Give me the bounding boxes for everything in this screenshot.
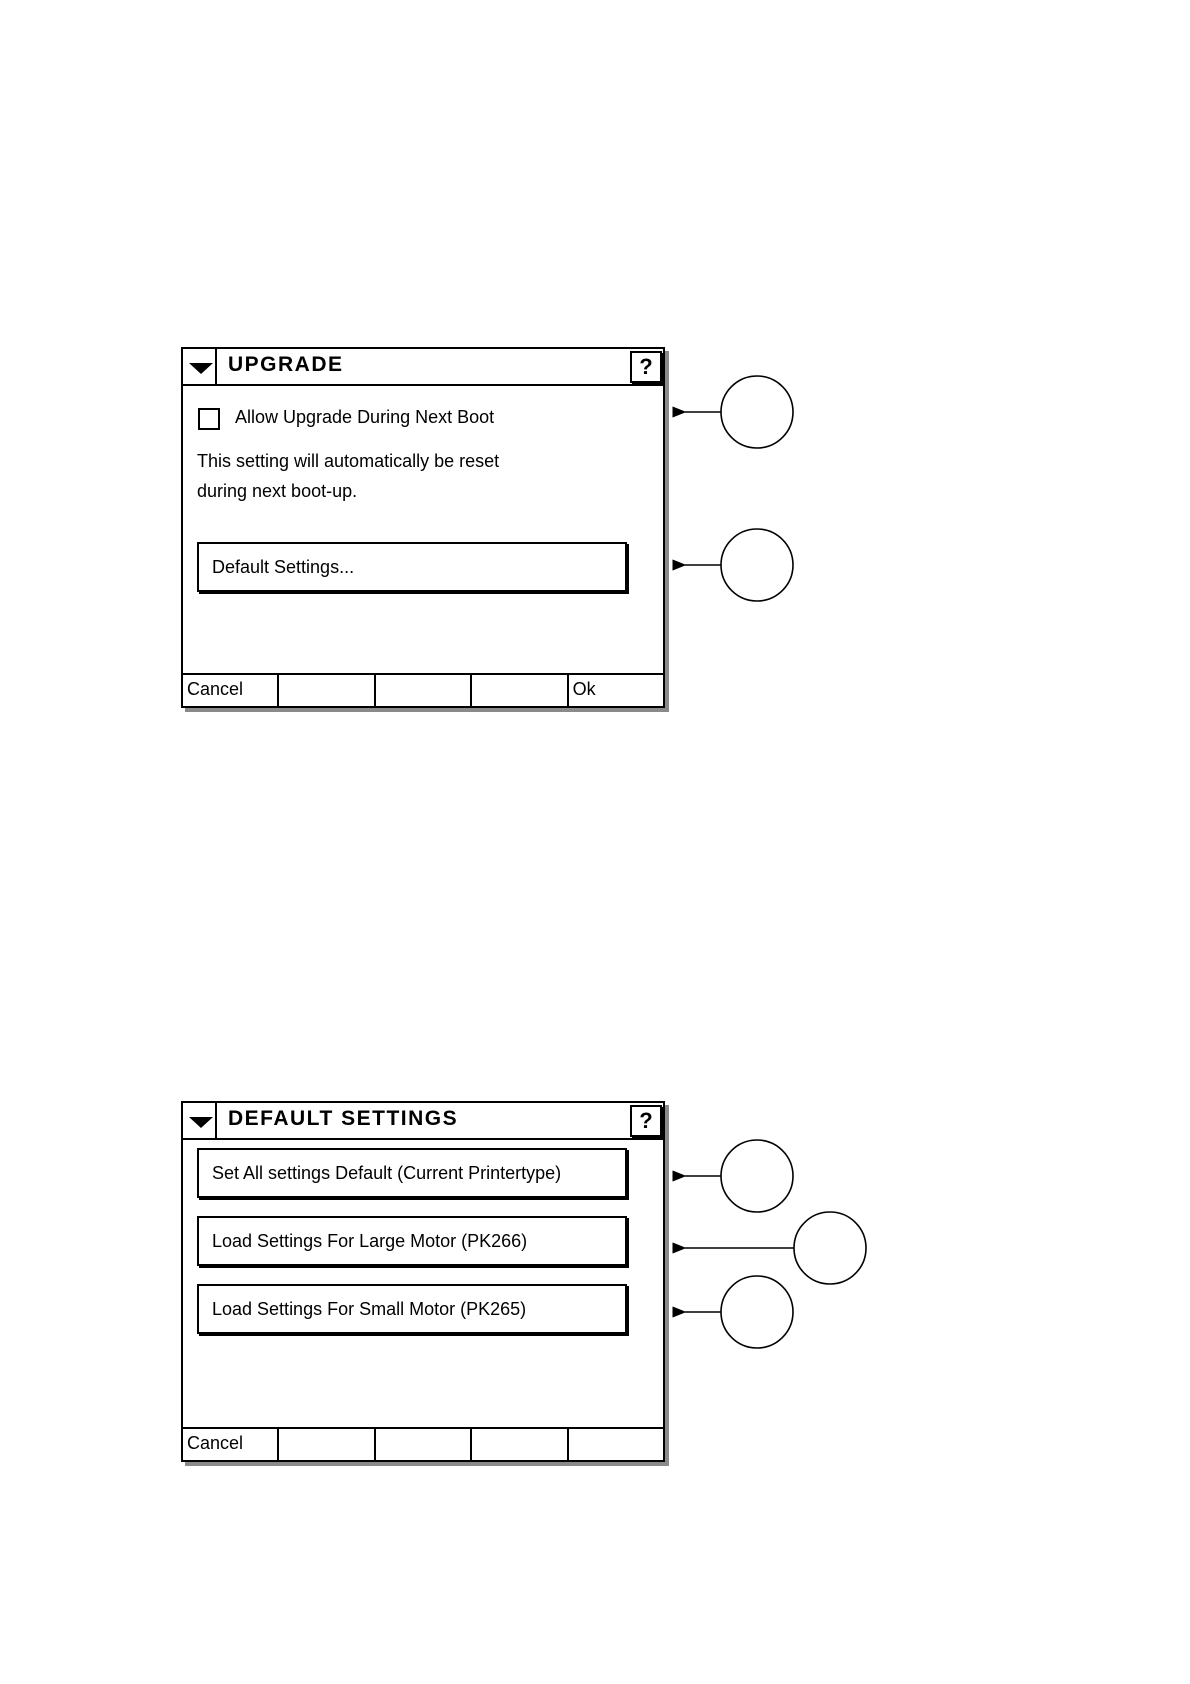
allow-upgrade-label: Allow Upgrade During Next Boot <box>235 407 495 427</box>
callout-3 <box>685 1140 793 1212</box>
callout-4 <box>685 1212 866 1284</box>
default-settings-button[interactable]: Default Settings... <box>197 542 627 592</box>
softkey-ok[interactable]: Ok <box>572 679 596 699</box>
help-button[interactable]: ? <box>630 351 662 383</box>
softkey-cancel[interactable]: Cancel <box>183 675 279 706</box>
callout-5 <box>685 1276 793 1348</box>
callout-2 <box>685 529 793 601</box>
help-button[interactable]: ? <box>630 1105 662 1137</box>
set-all-default-button[interactable]: Set All settings Default (Current Printertype) <box>197 1148 627 1198</box>
load-small-motor-button[interactable]: Load Settings For Small Motor (PK265) <box>197 1284 627 1334</box>
info-text-line-2: during next boot-up. <box>197 481 358 501</box>
default-settings-title: DEFAULT SETTINGS <box>228 1107 459 1130</box>
info-text-line-1: This setting will automatically be reset <box>197 451 500 471</box>
softkey-cancel[interactable]: Cancel <box>183 1429 279 1460</box>
callout-1 <box>685 376 793 448</box>
upgrade-title: UPGRADE <box>228 353 344 376</box>
load-large-motor-button[interactable]: Load Settings For Large Motor (PK266) <box>197 1216 627 1266</box>
